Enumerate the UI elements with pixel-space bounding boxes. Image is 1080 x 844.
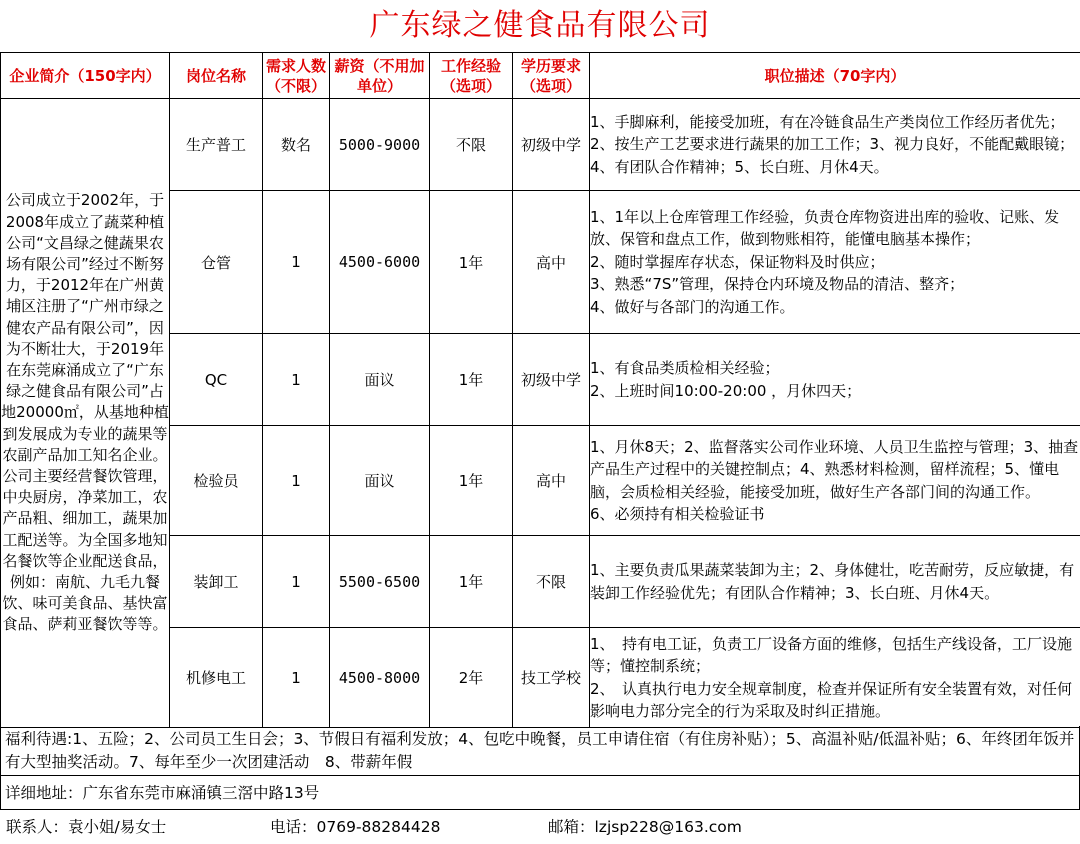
job-salary: 面议 bbox=[330, 426, 430, 536]
job-education: 不限 bbox=[513, 536, 590, 628]
job-table bbox=[0, 52, 1080, 728]
job-headcount: 1 bbox=[263, 191, 330, 334]
job-salary: 5500-6500 bbox=[330, 536, 430, 628]
job-experience: 1年 bbox=[430, 191, 513, 334]
job-description: 1、有食品类质检相关经验； 2、上班时间10:00-20:00 ，月休四天； bbox=[590, 334, 1080, 426]
job-education: 高中 bbox=[513, 426, 590, 536]
contact-info bbox=[0, 810, 1080, 842]
header-education: 学历要求（选项） bbox=[513, 53, 590, 99]
table-row bbox=[1, 99, 1080, 191]
header-intro: 企业简介（150字内） bbox=[1, 53, 170, 99]
company-title: 广东绿之健食品有限公司 bbox=[0, 0, 1080, 52]
address: 详细地址：广东省东莞市麻涌镇三滘中路13号 bbox=[0, 776, 1080, 810]
contact-email: 邮箱：lzjsp228@163.com bbox=[548, 810, 742, 844]
job-headcount: 1 bbox=[263, 426, 330, 536]
job-experience: 不限 bbox=[430, 99, 513, 191]
header-experience: 工作经验（选项） bbox=[430, 53, 513, 99]
job-headcount: 1 bbox=[263, 628, 330, 728]
job-experience: 1年 bbox=[430, 536, 513, 628]
job-name: 装卸工 bbox=[170, 536, 263, 628]
job-description: 1、主要负责瓜果蔬菜装卸为主；2、身体健壮，吃苦耐劳，反应敏捷，有装卸工作经验优先；有团队合作精神；3、长白班、月休4天。 bbox=[590, 536, 1080, 628]
header-salary: 薪资（不用加单位） bbox=[330, 53, 430, 99]
header-position: 岗位名称 bbox=[170, 53, 263, 99]
job-experience: 2年 bbox=[430, 628, 513, 728]
contact-person: 联系人：袁小姐/易女士 bbox=[6, 810, 166, 844]
job-education: 高中 bbox=[513, 191, 590, 334]
contact-phone: 电话：0769-88284428 bbox=[270, 810, 440, 844]
job-name: QC bbox=[170, 334, 263, 426]
job-experience: 1年 bbox=[430, 334, 513, 426]
job-education: 技工学校 bbox=[513, 628, 590, 728]
welfare-benefits: 福利待遇:1、五险；2、公司员工生日会；3、节假日有福利发放；4、包吃中晚餐，员工申请住宿（有住房补贴）；5、高温补贴/低温补贴；6、年终团年饭并有大型抽奖活动。7、每年至少一次团建活动 8、带薪年假 bbox=[0, 726, 1080, 776]
job-experience: 1年 bbox=[430, 426, 513, 536]
job-headcount: 数名 bbox=[263, 99, 330, 191]
job-name: 生产普工 bbox=[170, 99, 263, 191]
job-salary: 面议 bbox=[330, 334, 430, 426]
job-salary: 4500-8000 bbox=[330, 628, 430, 728]
job-headcount: 1 bbox=[263, 536, 330, 628]
job-name: 仓管 bbox=[170, 191, 263, 334]
job-salary: 4500-6000 bbox=[330, 191, 430, 334]
job-description: 1、1年以上仓库管理工作经验，负责仓库物资进出库的验收、记账、发放、保管和盘点工作，做到物账相符，能懂电脑基本操作； 2、随时掌握库存状态，保证物料及时供应； 3、熟悉“7S”管理，保持仓内环境及物品的清洁、整齐； 4、做好与各部门的沟通工作。 bbox=[590, 191, 1080, 334]
job-description: 1、 持有电工证，负责工厂设备方面的维修，包括生产线设备，工厂设施等；懂控制系统； 2、 认真执行电力安全规章制度，检查并保证所有安全装置有效，对任何影响电力部分完全的行为采取及时纠正措施。 bbox=[590, 628, 1080, 728]
job-name: 检验员 bbox=[170, 426, 263, 536]
header-headcount: 需求人数（不限） bbox=[263, 53, 330, 99]
company-intro: 公司成立于2002年，于2008年成立了蔬菜种植公司“文昌绿之健蔬果农场有限公司”经过不断努力，于2012年在广州黄埔区注册了“广州市绿之健农产品有限公司”，因为不断壮大，于2019年在东莞麻涌成立了“广东绿之健食品有限公司”占地20000㎡，从基地种植到发展成为专业的蔬果等农副产品加工知名企业。公司主要经营餐饮管理，中央厨房，净菜加工，农产品粗、细加工，蔬果加工配送等。为全国多地知名餐饮等企业配送食品，例如：南航、九毛九餐饮、味可美食品、基快富食品、萨莉亚餐饮等等。 bbox=[1, 99, 170, 728]
job-description: 1、月休8天；2、监督落实公司作业环境、人员卫生监控与管理；3、抽查产品生产过程中的关键控制点；4、熟悉材料检测，留样流程；5、懂电脑，会质检相关经验，能接受加班，做好生产各部门间的沟通工作。 6、必须持有相关检验证书 bbox=[590, 426, 1080, 536]
job-name: 机修电工 bbox=[170, 628, 263, 728]
job-headcount: 1 bbox=[263, 334, 330, 426]
job-salary: 5000-9000 bbox=[330, 99, 430, 191]
table-header-row bbox=[1, 53, 1080, 99]
job-description: 1、手脚麻利，能接受加班，有在冷链食品生产类岗位工作经历者优先；2、按生产工艺要求进行蔬果的加工工作；3、视力良好，不能配戴眼镜；4、有团队合作精神；5、长白班、月休4天。 bbox=[590, 99, 1080, 191]
header-description: 职位描述（70字内） bbox=[590, 53, 1080, 99]
job-education: 初级中学 bbox=[513, 99, 590, 191]
job-education: 初级中学 bbox=[513, 334, 590, 426]
